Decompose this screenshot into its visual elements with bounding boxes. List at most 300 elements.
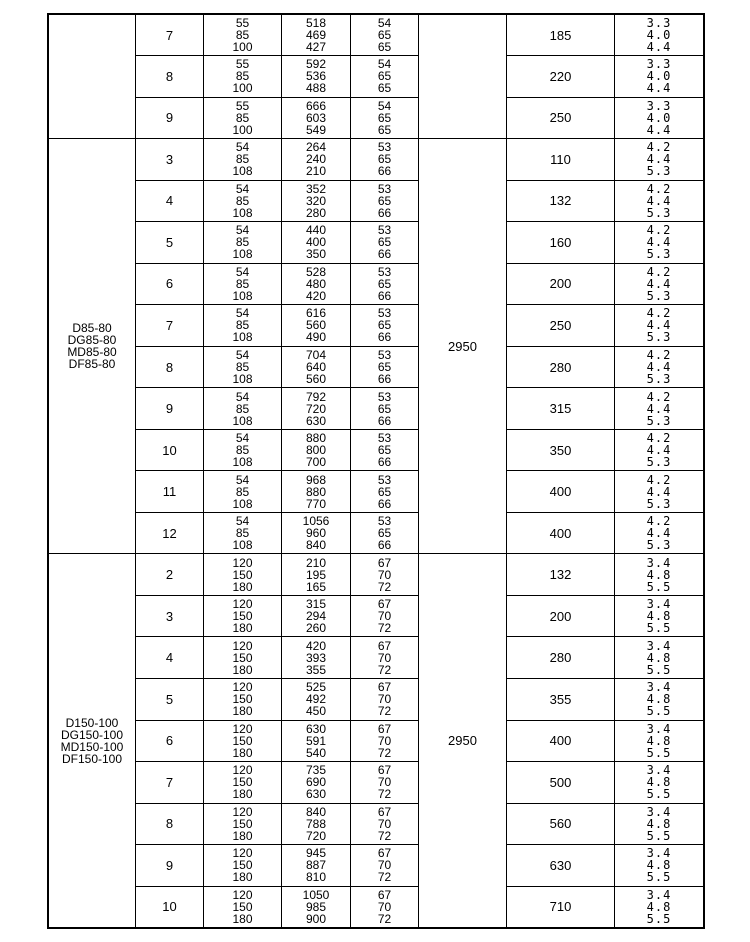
head-value: 690 (305, 775, 327, 790)
npsh-value: 3.4 (646, 680, 672, 695)
head-value: 720 (305, 401, 327, 416)
npsh-value: 3.4 (646, 887, 672, 902)
flow-cell (204, 886, 282, 928)
head-value: 210 (305, 164, 327, 179)
head-value: 616 (305, 306, 327, 321)
head-value: 488 (305, 81, 327, 96)
flow-value: 108 (232, 538, 253, 553)
stage-cell: 4 (136, 180, 204, 222)
stage-cell: 7 (136, 305, 204, 347)
efficiency-value: 66 (377, 205, 392, 220)
efficiency-value: 67 (377, 597, 392, 612)
efficiency-value: 65 (377, 28, 392, 43)
flow-value: 85 (235, 526, 250, 541)
efficiency-cell (351, 595, 419, 637)
flow-cell (204, 720, 282, 762)
head-value: 240 (305, 152, 327, 167)
flow-cell (204, 845, 282, 887)
efficiency-cell (351, 886, 419, 928)
efficiency-value: 65 (377, 81, 392, 96)
table-row (48, 762, 704, 804)
npsh-value: 4.4 (646, 40, 672, 55)
npsh-value: 4.4 (646, 152, 672, 167)
head-cell (282, 222, 351, 264)
head-value: 469 (305, 28, 327, 43)
efficiency-value: 70 (377, 858, 392, 873)
head-value: 770 (305, 496, 327, 511)
efficiency-value: 72 (377, 745, 392, 760)
npsh-value: 3.4 (646, 721, 672, 736)
efficiency-value: 65 (377, 40, 392, 55)
efficiency-cell (351, 512, 419, 554)
npsh-value: 4.2 (646, 348, 672, 363)
efficiency-value: 53 (377, 306, 392, 321)
power-cell: 200 (507, 595, 615, 637)
power-cell: 132 (507, 554, 615, 596)
npsh-cell (615, 471, 705, 513)
head-cell (282, 595, 351, 637)
npsh-value: 3.4 (646, 597, 672, 612)
efficiency-value: 53 (377, 389, 392, 404)
npsh-cell (615, 554, 705, 596)
flow-value: 180 (232, 745, 253, 760)
flow-value: 54 (235, 181, 250, 196)
head-value: 440 (305, 223, 327, 238)
table-row (48, 429, 704, 471)
head-value: 350 (305, 247, 327, 262)
flow-value: 150 (232, 858, 253, 873)
efficiency-value: 65 (377, 443, 392, 458)
efficiency-value: 67 (377, 680, 392, 695)
head-cell (282, 97, 351, 139)
efficiency-value: 66 (377, 330, 392, 345)
flow-value: 150 (232, 692, 253, 707)
npsh-value: 5.3 (646, 413, 672, 428)
model-cell (48, 14, 136, 139)
power-cell: 185 (507, 14, 615, 56)
flow-value: 85 (235, 69, 250, 84)
flow-value: 108 (232, 205, 253, 220)
flow-cell (204, 637, 282, 679)
head-value: 525 (305, 680, 327, 695)
npsh-value: 3.3 (646, 57, 672, 72)
flow-cell (204, 471, 282, 513)
efficiency-value: 66 (377, 496, 392, 511)
efficiency-cell (351, 429, 419, 471)
npsh-value: 4.8 (646, 899, 672, 914)
speed-cell (419, 14, 507, 139)
efficiency-value: 67 (377, 555, 392, 570)
flow-value: 85 (235, 193, 250, 208)
flow-value: 108 (232, 496, 253, 511)
efficiency-value: 65 (377, 401, 392, 416)
efficiency-value: 72 (377, 911, 392, 926)
head-value: 591 (305, 733, 327, 748)
npsh-value: 4.4 (646, 81, 672, 96)
flow-value: 120 (232, 846, 253, 861)
flow-value: 85 (235, 401, 250, 416)
head-value: 960 (305, 526, 327, 541)
efficiency-value: 70 (377, 775, 392, 790)
efficiency-cell (351, 762, 419, 804)
model-name: DG85-80 (67, 333, 117, 348)
flow-value: 85 (235, 484, 250, 499)
efficiency-value: 65 (377, 193, 392, 208)
power-cell: 560 (507, 803, 615, 845)
efficiency-value: 65 (377, 69, 392, 84)
npsh-value: 4.4 (646, 235, 672, 250)
npsh-value: 5.5 (646, 745, 672, 760)
flow-cell (204, 56, 282, 98)
head-cell (282, 139, 351, 181)
npsh-cell (615, 886, 705, 928)
stage-cell: 7 (136, 14, 204, 56)
efficiency-value: 66 (377, 372, 392, 387)
flow-value: 180 (232, 662, 253, 677)
speed-cell: 2950 (419, 554, 507, 928)
head-value: 260 (305, 621, 327, 636)
head-value: 840 (305, 538, 327, 553)
efficiency-cell (351, 346, 419, 388)
efficiency-value: 72 (377, 870, 392, 885)
npsh-value: 4.8 (646, 816, 672, 831)
flow-value: 85 (235, 360, 250, 375)
power-cell: 315 (507, 388, 615, 430)
flow-value: 180 (232, 828, 253, 843)
efficiency-value: 53 (377, 514, 392, 529)
npsh-value: 4.0 (646, 69, 672, 84)
head-value: 480 (305, 276, 327, 291)
head-value: 945 (305, 846, 327, 861)
npsh-cell (615, 97, 705, 139)
flow-cell (204, 762, 282, 804)
npsh-value: 4.2 (646, 389, 672, 404)
head-value: 560 (305, 372, 327, 387)
flow-value: 120 (232, 804, 253, 819)
flow-value: 54 (235, 306, 250, 321)
efficiency-value: 67 (377, 638, 392, 653)
head-cell (282, 762, 351, 804)
head-value: 427 (305, 40, 327, 55)
npsh-cell (615, 637, 705, 679)
head-cell (282, 388, 351, 430)
table-row (48, 180, 704, 222)
npsh-value: 4.4 (646, 276, 672, 291)
stage-cell: 5 (136, 679, 204, 721)
head-value: 355 (305, 662, 327, 677)
npsh-value: 4.2 (646, 472, 672, 487)
npsh-value: 5.3 (646, 372, 672, 387)
efficiency-value: 65 (377, 318, 392, 333)
model-name: MD150-100 (60, 739, 124, 754)
efficiency-value: 66 (377, 413, 392, 428)
flow-value: 54 (235, 140, 250, 155)
flow-value: 180 (232, 621, 253, 636)
stage-cell: 7 (136, 762, 204, 804)
efficiency-value: 67 (377, 721, 392, 736)
flow-value: 180 (232, 704, 253, 719)
power-cell: 200 (507, 263, 615, 305)
npsh-cell (615, 512, 705, 554)
head-value: 887 (305, 858, 327, 873)
head-value: 792 (305, 389, 327, 404)
flow-cell (204, 263, 282, 305)
efficiency-value: 67 (377, 846, 392, 861)
efficiency-value: 67 (377, 887, 392, 902)
npsh-value: 4.2 (646, 514, 672, 529)
flow-value: 100 (232, 122, 253, 137)
stage-cell: 9 (136, 845, 204, 887)
model-name: D85-80 (72, 321, 112, 336)
power-cell: 250 (507, 305, 615, 347)
head-cell (282, 56, 351, 98)
power-cell: 350 (507, 429, 615, 471)
efficiency-value: 67 (377, 763, 392, 778)
efficiency-value: 66 (377, 164, 392, 179)
flow-value: 180 (232, 911, 253, 926)
npsh-cell (615, 139, 705, 181)
npsh-cell (615, 679, 705, 721)
npsh-cell (615, 803, 705, 845)
stage-cell: 12 (136, 512, 204, 554)
flow-cell (204, 14, 282, 56)
head-value: 968 (305, 472, 327, 487)
stage-cell: 8 (136, 56, 204, 98)
efficiency-value: 53 (377, 348, 392, 363)
npsh-value: 3.3 (646, 98, 672, 113)
flow-value: 108 (232, 330, 253, 345)
stage-cell: 6 (136, 263, 204, 305)
head-cell (282, 263, 351, 305)
flow-value: 54 (235, 348, 250, 363)
head-value: 800 (305, 443, 327, 458)
efficiency-value: 66 (377, 247, 392, 262)
npsh-value: 4.4 (646, 318, 672, 333)
head-cell (282, 346, 351, 388)
flow-cell (204, 512, 282, 554)
head-value: 492 (305, 692, 327, 707)
npsh-value: 3.4 (646, 804, 672, 819)
efficiency-value: 72 (377, 662, 392, 677)
flow-cell (204, 222, 282, 264)
flow-value: 54 (235, 514, 250, 529)
npsh-value: 5.3 (646, 455, 672, 470)
npsh-value: 5.5 (646, 621, 672, 636)
head-value: 985 (305, 899, 327, 914)
npsh-value: 4.4 (646, 122, 672, 137)
npsh-value: 3.3 (646, 16, 672, 31)
npsh-cell (615, 305, 705, 347)
efficiency-cell (351, 845, 419, 887)
npsh-value: 4.4 (646, 484, 672, 499)
power-cell: 400 (507, 471, 615, 513)
efficiency-cell (351, 388, 419, 430)
head-value: 735 (305, 763, 327, 778)
efficiency-cell (351, 97, 419, 139)
head-value: 720 (305, 828, 327, 843)
head-cell (282, 512, 351, 554)
flow-value: 120 (232, 638, 253, 653)
npsh-value: 4.8 (646, 609, 672, 624)
head-value: 704 (305, 348, 327, 363)
npsh-value: 5.5 (646, 911, 672, 926)
efficiency-cell (351, 14, 419, 56)
npsh-value: 4.0 (646, 28, 672, 43)
head-value: 400 (305, 235, 327, 250)
flow-value: 108 (232, 164, 253, 179)
flow-value: 55 (235, 57, 250, 72)
npsh-value: 5.5 (646, 662, 672, 677)
npsh-value: 4.4 (646, 360, 672, 375)
flow-value: 108 (232, 247, 253, 262)
head-value: 630 (305, 413, 327, 428)
head-value: 630 (305, 721, 327, 736)
model-name: DF85-80 (68, 357, 116, 372)
npsh-value: 5.3 (646, 205, 672, 220)
npsh-value: 4.2 (646, 181, 672, 196)
npsh-cell (615, 222, 705, 264)
head-cell (282, 554, 351, 596)
power-cell: 280 (507, 346, 615, 388)
head-value: 490 (305, 330, 327, 345)
flow-value: 85 (235, 276, 250, 291)
flow-cell (204, 180, 282, 222)
flow-value: 120 (232, 763, 253, 778)
head-value: 880 (305, 431, 327, 446)
npsh-value: 4.4 (646, 401, 672, 416)
flow-value: 100 (232, 81, 253, 96)
flow-value: 150 (232, 650, 253, 665)
npsh-value: 5.3 (646, 288, 672, 303)
head-cell (282, 637, 351, 679)
stage-cell: 3 (136, 139, 204, 181)
model-cell (48, 554, 136, 928)
npsh-value: 4.8 (646, 567, 672, 582)
efficiency-value: 65 (377, 276, 392, 291)
npsh-cell (615, 720, 705, 762)
head-value: 700 (305, 455, 327, 470)
npsh-value: 4.2 (646, 431, 672, 446)
flow-value: 150 (232, 567, 253, 582)
head-value: 195 (305, 567, 327, 582)
model-name: D150-100 (65, 715, 119, 730)
flow-value: 55 (235, 16, 250, 31)
efficiency-value: 70 (377, 816, 392, 831)
flow-value: 120 (232, 721, 253, 736)
npsh-cell (615, 845, 705, 887)
flow-value: 54 (235, 389, 250, 404)
table-row (48, 346, 704, 388)
head-value: 280 (305, 205, 327, 220)
flow-value: 108 (232, 455, 253, 470)
flow-value: 120 (232, 597, 253, 612)
stage-cell: 10 (136, 886, 204, 928)
flow-value: 85 (235, 28, 250, 43)
head-value: 666 (305, 98, 327, 113)
table-body (48, 14, 704, 928)
flow-cell (204, 679, 282, 721)
model-name: DG150-100 (60, 727, 124, 742)
stage-cell: 5 (136, 222, 204, 264)
efficiency-value: 65 (377, 110, 392, 125)
power-cell: 710 (507, 886, 615, 928)
flow-value: 120 (232, 555, 253, 570)
head-value: 450 (305, 704, 327, 719)
head-cell (282, 471, 351, 513)
efficiency-cell (351, 222, 419, 264)
table-row (48, 222, 704, 264)
flow-cell (204, 388, 282, 430)
npsh-value: 5.5 (646, 579, 672, 594)
npsh-value: 5.3 (646, 496, 672, 511)
stage-cell: 4 (136, 637, 204, 679)
flow-cell (204, 97, 282, 139)
flow-value: 100 (232, 40, 253, 55)
efficiency-value: 65 (377, 152, 392, 167)
head-value: 294 (305, 609, 327, 624)
efficiency-value: 65 (377, 235, 392, 250)
npsh-value: 4.8 (646, 733, 672, 748)
npsh-cell (615, 180, 705, 222)
npsh-cell (615, 595, 705, 637)
head-cell (282, 886, 351, 928)
head-cell (282, 305, 351, 347)
flow-value: 54 (235, 223, 250, 238)
power-cell: 160 (507, 222, 615, 264)
table-row (48, 845, 704, 887)
table-row (48, 512, 704, 554)
head-value: 560 (305, 318, 327, 333)
head-value: 420 (305, 638, 327, 653)
npsh-value: 5.5 (646, 704, 672, 719)
stage-cell: 8 (136, 803, 204, 845)
flow-value: 150 (232, 733, 253, 748)
efficiency-cell (351, 637, 419, 679)
flow-value: 85 (235, 152, 250, 167)
npsh-value: 4.8 (646, 650, 672, 665)
table-row (48, 263, 704, 305)
efficiency-value: 67 (377, 804, 392, 819)
stage-cell: 11 (136, 471, 204, 513)
efficiency-value: 54 (377, 16, 392, 31)
head-value: 788 (305, 816, 327, 831)
efficiency-value: 70 (377, 692, 392, 707)
power-cell: 110 (507, 139, 615, 181)
efficiency-value: 72 (377, 621, 392, 636)
head-value: 810 (305, 870, 327, 885)
head-value: 315 (305, 597, 327, 612)
efficiency-value: 70 (377, 899, 392, 914)
efficiency-value: 65 (377, 122, 392, 137)
efficiency-cell (351, 56, 419, 98)
efficiency-value: 66 (377, 455, 392, 470)
flow-cell (204, 346, 282, 388)
head-value: 880 (305, 484, 327, 499)
table-row (48, 886, 704, 928)
head-value: 264 (305, 140, 327, 155)
efficiency-value: 72 (377, 579, 392, 594)
flow-value: 120 (232, 887, 253, 902)
npsh-value: 5.3 (646, 538, 672, 553)
head-value: 393 (305, 650, 327, 665)
power-cell: 400 (507, 720, 615, 762)
efficiency-value: 70 (377, 650, 392, 665)
head-value: 165 (305, 579, 327, 594)
table-row (48, 554, 704, 596)
efficiency-value: 53 (377, 181, 392, 196)
npsh-value: 4.2 (646, 223, 672, 238)
table-row (48, 637, 704, 679)
